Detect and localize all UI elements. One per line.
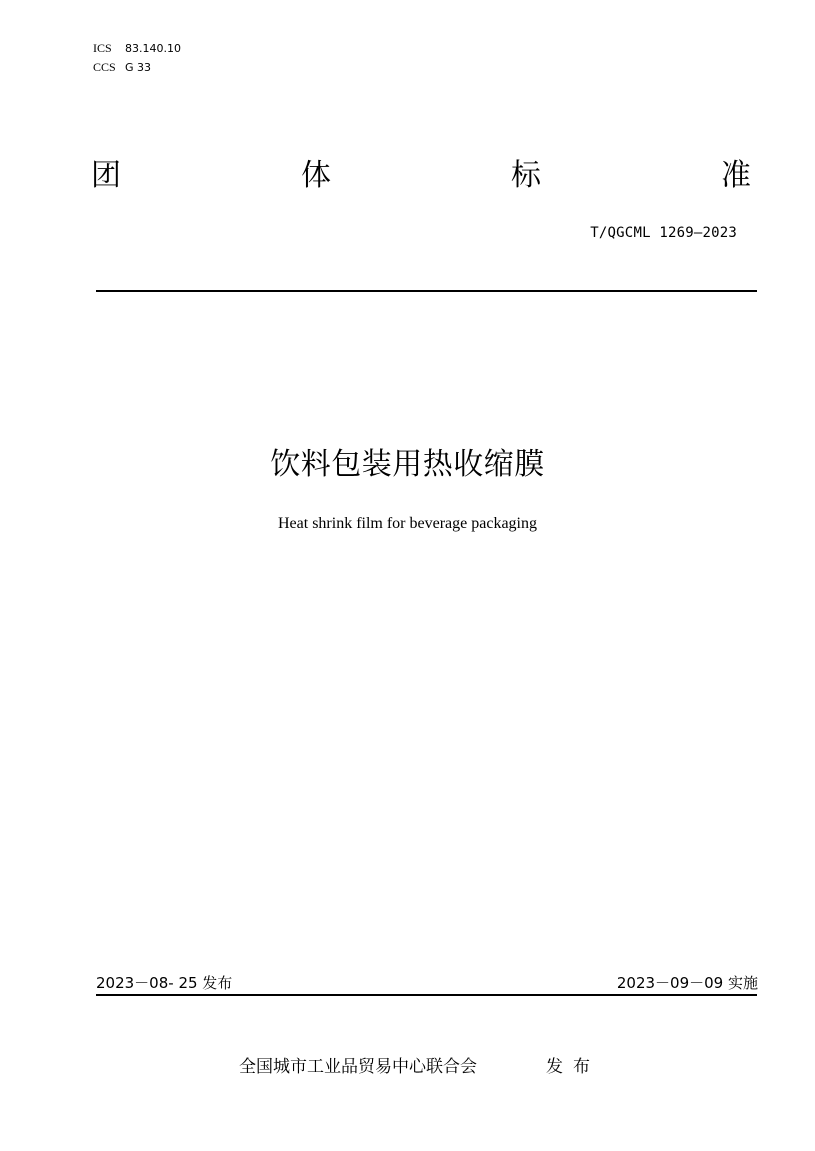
classification-codes xyxy=(93,39,181,77)
standard-type-char: 准 xyxy=(721,158,751,193)
implementation-date: 2023－09－09 实施 xyxy=(616,974,758,992)
standard-type-char: 体 xyxy=(301,158,331,193)
issue-date: 2023－08- 25 发布 xyxy=(96,974,233,992)
ics-label: ICS xyxy=(93,41,112,55)
issuer-action: 发布 xyxy=(546,1057,600,1077)
standard-type-char: 团 xyxy=(91,158,121,193)
standard-number: T/QGCML 1269—2023 xyxy=(590,225,737,241)
ics-row xyxy=(93,39,181,58)
standard-type-char: 标 xyxy=(511,158,541,193)
top-divider xyxy=(96,290,757,292)
document-title-chinese: 饮料包装用热收缩膜 xyxy=(270,447,545,482)
ccs-label: CCS xyxy=(93,60,116,74)
document-title-english: Heat shrink film for beverage packaging xyxy=(277,515,537,532)
ccs-row xyxy=(93,58,181,77)
standard-type-heading xyxy=(91,156,751,196)
ics-value: 83.140.10 xyxy=(125,42,181,55)
ccs-value: G 33 xyxy=(125,61,152,74)
issuer-name: 全国城市工业品贸易中心联合会 xyxy=(239,1057,477,1077)
bottom-divider xyxy=(96,994,757,996)
